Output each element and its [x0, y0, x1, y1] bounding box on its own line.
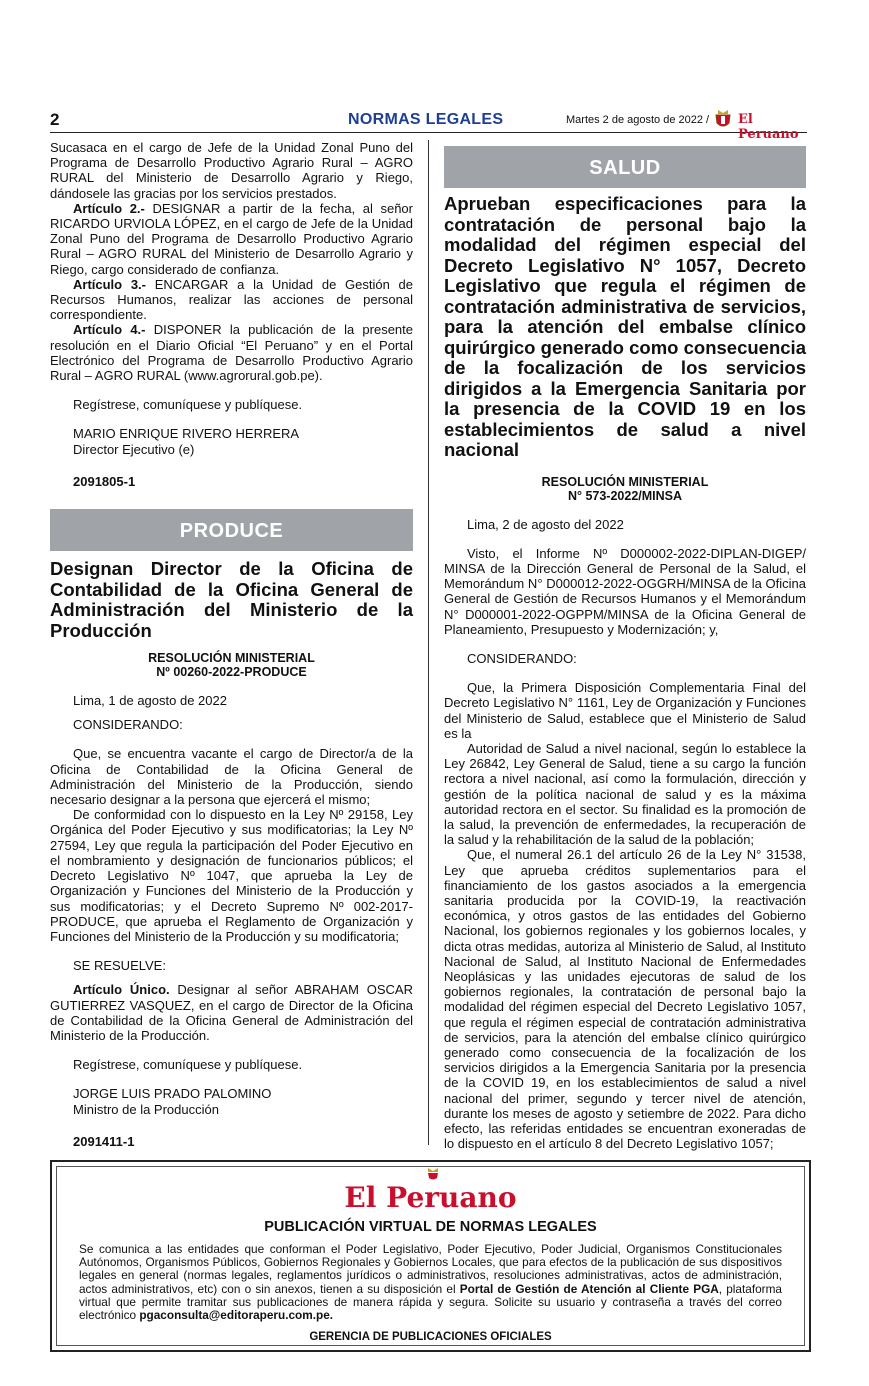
resolution-heading: RESOLUCIÓN MINISTERIAL [541, 474, 709, 489]
column-divider [428, 140, 429, 1145]
brand-logo: El Peruano [738, 112, 799, 142]
paragraph: Sucasaca en el cargo de Jefe de la Unidad Zonal Puno del Programa de Desarrollo Productivo Agrario Rural – AGRO RURAL del Ministerio de Desarrollo Agrario y Riego, dándosele las gracias por los servicios prestados. [50, 140, 413, 201]
resolution-number: Nº 00260-2022-PRODUCE [156, 665, 307, 680]
announcement-box [50, 1160, 811, 1352]
left-column [50, 140, 413, 1149]
crest-icon [425, 1167, 441, 1181]
crest-icon [714, 109, 732, 129]
place-date: Lima, 1 de agosto de 2022 [73, 693, 227, 709]
considerando-heading: CONSIDERANDO: [73, 717, 183, 733]
article-unico: Artículo Único. Designar al señor ABRAHAM OSCAR GUTIERREZ VASQUEZ, en el cargo de Director de la Oficina de Contabilidad de la Oficina General de Administración del Ministerio de la Producción. [50, 982, 413, 1043]
email-link[interactable]: pgaconsulta@editoraperu.com.pe. [139, 1308, 334, 1323]
section-title: NORMAS LEGALES [348, 111, 504, 128]
section-bar-salud: SALUD [444, 146, 806, 188]
box-footer: GERENCIA DE PUBLICACIONES OFICIALES [309, 1331, 552, 1343]
box-title: PUBLICACIÓN VIRTUAL DE NORMAS LEGALES [264, 1219, 597, 1235]
paragraph: Que, el numeral 26.1 del artículo 26 de la Ley N° 31538, Ley que aprueba créditos suplementarios para el financiamiento de los gastos asociados a la emergencia sanitaria producida por la COVID-19, la reactivación económica, y otros gastos de las entidades del Gobierno Nacional, los gobiernos regionales y los gobiernos locales, y dicta otras medidas, autoriza al Ministerio de Salud, al Instituto Nacional de Salud, al Instituto Nacional de Enfermedades Neoplásicas y las unidades ejecutoras de salud de los gobiernos regionales, la contratación de personal bajo la modalidad del régimen especial del Decreto Legislativo 1057, que regula el régimen especial de contratación administrativa de servicios, para la atención del embalse clínico quirúrgico generado como consecuencia de la focalización de los servicios dirigidos a la Emergencia Sanitaria por la presencia de la COVID 19, en los establecimientos de salud a nivel nacional del primer, segundo y tercer nivel de atención, durante los meses de agosto y setiembre de 2022. Para dicho efecto, las referidas entidades se encuentran exoneradas de lo dispuesto en el artículo 8 del Decreto Legislativo 1057; [444, 847, 806, 1152]
article-2: Artículo 2.- DESIGNAR a partir de la fecha, al señor RICARDO URVIOLA LÓPEZ, en el cargo de Jefe de la Unidad Zonal Puno del Programa de Desarrollo Productivo Agrario Rural – AGRO RURAL del Ministerio de Desarrollo Agrario y Riego, cargo considerado de confianza. [50, 200, 413, 277]
closing-formula: Regístrese, comuníquese y publíquese. [73, 397, 303, 413]
signer-name: JORGE LUIS PRADO PALOMINO [73, 1086, 272, 1102]
visto-paragraph: Visto, el Informe Nº D000002-2022-DIPLAN-DIGEP/ MINSA de la Dirección General de Personal de la Salud, el Memorándum N° D000012-2022-OGGRH/MINSA de la Oficina General de Gestión de Recursos Humanos y el Memorándum N° D000001-2022-OGPPM/MINSA de la Oficina General de Planeamiento, Presupuesto y Modernización; y, [444, 545, 806, 637]
resolution-heading: RESOLUCIÓN MINISTERIAL [148, 651, 315, 666]
document-code: 2091411-1 [73, 1133, 135, 1149]
resolution-number: N° 573-2022/MINSA [567, 488, 683, 503]
section-bar-produce: PRODUCE [50, 509, 413, 551]
page-number: 2 [50, 110, 60, 129]
document-code: 2091805-1 [73, 473, 136, 489]
page-header [50, 108, 807, 142]
paragraph: Que, la Primera Disposición Complementaria Final del Decreto Legislativo N° 1161, Ley de Organización y Funciones del Ministerio de Salud, establece que el Ministerio de Salud es la [444, 680, 806, 741]
resolution-title: Designan Director de la Oficina de Contabilidad de la Oficina General de Administración del Ministerio de la Producción [50, 558, 413, 641]
brand-logo: El Peruano [344, 1181, 517, 1214]
signer-name: MARIO ENRIQUE RIVERO HERRERA [73, 426, 300, 442]
paragraph: Que, se encuentra vacante el cargo de Director/a de la Oficina de Contabilidad de la Oficina General de Administración del Ministerio de la Producción, siendo necesario designar a la persona que ejercerá el mismo; [50, 746, 413, 808]
closing-formula: Regístrese, comuníquese y publíquese. [73, 1057, 303, 1073]
considerando-heading: CONSIDERANDO: [467, 650, 577, 666]
article-3: Artículo 3.- ENCARGAR a la Unidad de Gestión de Recursos Humanos, realizar las acciones de personal correspondiente. [50, 276, 413, 323]
signer-title: Director Ejecutivo (e) [73, 441, 195, 457]
paragraph: Autoridad de Salud a nivel nacional, según lo establece la Ley 26842, Ley General de Salud, tiene a su cargo la función rectora a nivel nacional, así como la formulación, dirección y gestión de la política nacional de salud y es la máxima autoridad rectora en el sector. Su finalidad es la promoción de la salud, la prevención de enfermedades, la recuperación de la salud y la rehabilitación de la salud de la población; [444, 740, 806, 848]
right-column [444, 146, 806, 1151]
paragraph: De conformidad con lo dispuesto en la Ley Nº 29158, Ley Orgánica del Poder Ejecutivo y sus modificatorias; la Ley Nº 27594, Ley que regula la participación del Poder Ejecutivo en el nombramiento y designación de funcionarios públicos; el Decreto Legislativo Nº 1047, que aprueba la Ley de Organización y Funciones del Ministerio de la Producción y sus modificatorias; y el Decreto Supremo Nº 002-2017-PRODUCE, que aprueba el Reglamento de Organización y Funciones del Ministerio de la Producción y su modificatoria; [50, 807, 413, 944]
article-4: Artículo 4.- DISPONER la publicación de la presente resolución en el Diario Oficial “El Peruano” y en el Portal Electrónico del Programa de Desarrollo Productivo Agrario Rural – AGRO RURAL (www.agrorural.gob.pe). [50, 322, 413, 384]
se-resuelve-heading: SE RESUELVE: [73, 958, 166, 974]
signer-title: Ministro de la Producción [73, 1101, 219, 1117]
place-date: Lima, 2 de agosto del 2022 [467, 516, 624, 532]
issue-date: Martes 2 de agosto de 2022 / [566, 114, 710, 126]
resolution-title: Aprueban especificaciones para la contratación de personal bajo la modalidad del régimen especial del Decreto Legislativo N° 1057, Decreto Legislativo que regula el régimen de contratación administrativa de servicios, para la atención del embalse clínico quirúrgico generado como consecuencia de la focalización de los servicios dirigidos a la Emergencia Sanitaria por la presencia de la COVID 19 en los establecimientos de salud a nivel nacional [444, 193, 806, 460]
box-text: Se comunica a las entidades que conforman el Poder Legislativo, Poder Ejecutivo, Poder Judicial, Organismos Constitucionales Autónomos, Organismos Públicos, Gobiernos Regionales y Gobiernos Locales, que para efectos de la publicación de sus dispositivos legales en general (normas legales, reglamentos jurídicos o administrativos, resoluciones administrativas, actos de administración, actos administrativos, etc) con o sin anexos, tienen a su disposición el Portal de Gestión de Atención al Cliente PGA, plataforma virtual que permite tramitar sus publicaciones de manera rápida y segura. Solicite su usuario y contraseña a través del correo electrónico pgaconsulta@editoraperu.com.pe. [79, 1242, 782, 1323]
